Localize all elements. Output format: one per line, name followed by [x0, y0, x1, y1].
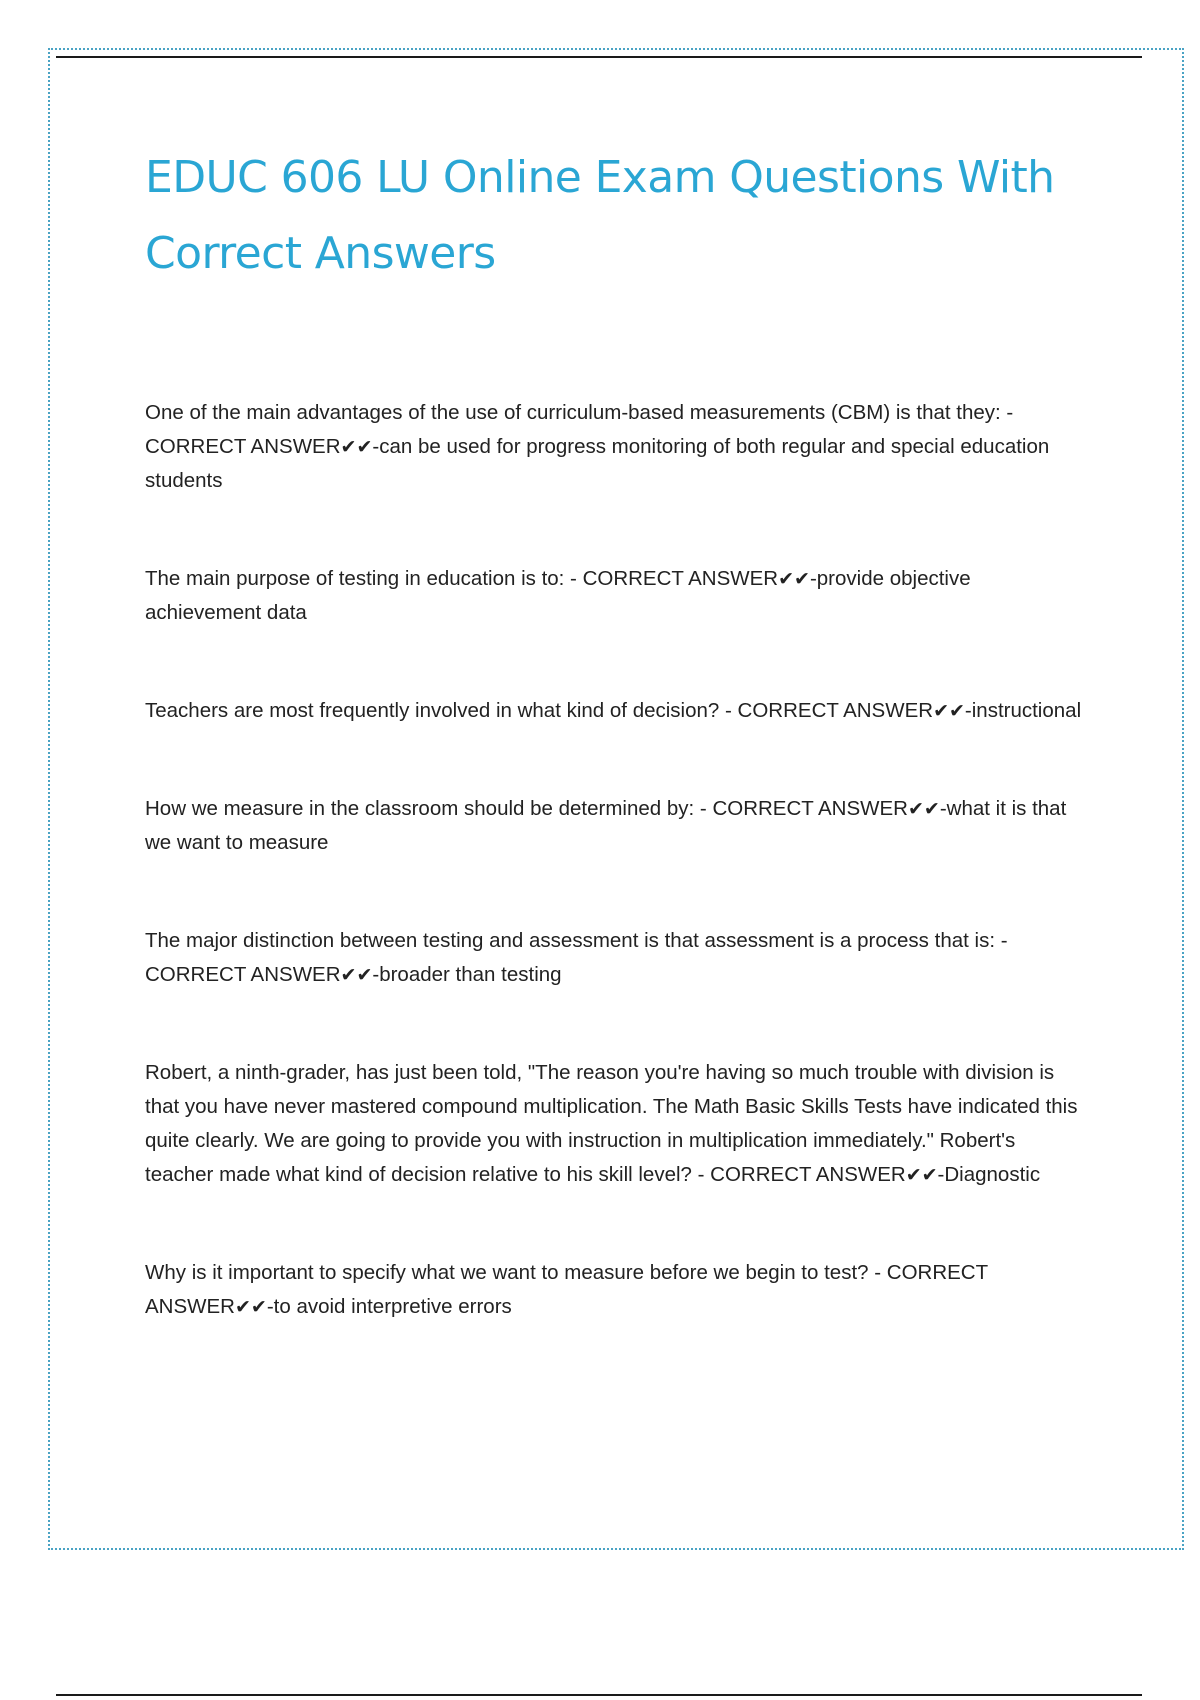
answer-label: CORRECT ANSWER	[737, 699, 934, 722]
qa-item: Why is it important to specify what we want to measure before we begin to test? - CORRECT ANSWER✔✔-to avoid interpretive errors	[145, 1261, 988, 1318]
double-checkmark-icon: ✔✔	[933, 700, 965, 722]
qa-item: Robert, a ninth-grader, has just been told, "The reason you're having so much trouble with division is that you have never mastered compound multiplication. The Math Basic Skills Tests have indicated this quite clearly. We are going to provide you with instruction in multiplication immediately." Robert's teacher made what kind of decision relative to his skill level? - CORRECT ANSWER✔✔-Diagnostic	[145, 1061, 1078, 1186]
answer-label: CORRECT ANSWER	[145, 435, 341, 458]
qa-item: The main purpose of testing in education is to: - CORRECT ANSWER✔✔-provide objective achievement data	[145, 567, 971, 624]
footer-rule	[56, 1694, 1142, 1696]
double-checkmark-icon: ✔✔	[340, 436, 373, 458]
question-text: The main purpose of testing in education is to:	[145, 567, 565, 590]
answer-text: can be used for progress monitoring of both regular and special education students	[145, 435, 1050, 492]
answer-text: what it is that we want to measure	[145, 797, 1067, 854]
qa-item: One of the main advantages of the use of curriculum-based measurements (CBM) is that they: - CORRECT ANSWER✔✔-can be used for progress monitoring of both regular and special education students	[145, 401, 1050, 492]
answer-label: CORRECT ANSWER	[145, 963, 341, 986]
double-checkmark-icon: ✔✔	[778, 568, 810, 590]
answer-label: CORRECT ANSWER	[712, 797, 908, 820]
question-text: The major distinction between testing and assessment is that assessment is a process that is:	[145, 929, 996, 952]
double-checkmark-icon: ✔✔	[340, 964, 373, 986]
qa-item: How we measure in the classroom should be determined by: - CORRECT ANSWER✔✔-what it is that we want to measure	[145, 797, 1067, 854]
qa-item: The major distinction between testing and assessment is that assessment is a process that is: - CORRECT ANSWER✔✔-broader than testing	[145, 929, 1008, 986]
answer-label: CORRECT ANSWER	[145, 1261, 988, 1318]
answer-label: CORRECT ANSWER	[582, 567, 779, 590]
answer-label: CORRECT ANSWER	[710, 1163, 906, 1186]
question-text: Robert, a ninth-grader, has just been told, "The reason you're having so much trouble with division is that you have never mastered compound multiplication. The Math Basic Skills Tests have indicated this quite clearly. We are going to provide you with instruction in multiplication immediately." Robert's teacher made what kind of decision relative to his skill level?	[145, 1061, 1078, 1186]
answer-text: broader than testing	[379, 963, 562, 986]
double-checkmark-icon: ✔✔	[907, 798, 940, 820]
header-rule	[56, 56, 1142, 58]
answer-text: instructional	[971, 699, 1082, 722]
double-checkmark-icon: ✔✔	[905, 1164, 938, 1186]
question-text: Why is it important to specify what we want to measure before we begin to test?	[145, 1261, 869, 1284]
answer-text: Diagnostic	[944, 1163, 1041, 1186]
question-text: Teachers are most frequently involved in what kind of decision?	[145, 699, 720, 722]
answer-text: provide objective achievement data	[145, 567, 971, 624]
document-title: EDUC 606 LU Online Exam Questions With Correct Answers	[145, 152, 1055, 279]
double-checkmark-icon: ✔✔	[234, 1296, 267, 1318]
qa-list	[145, 396, 1085, 1388]
qa-item: Teachers are most frequently involved in what kind of decision? - CORRECT ANSWER✔✔-instructional	[145, 699, 1082, 722]
question-text: How we measure in the classroom should be determined by:	[145, 797, 695, 820]
question-text: One of the main advantages of the use of curriculum-based measurements (CBM) is that they:	[145, 401, 1001, 424]
answer-text: to avoid interpretive errors	[273, 1295, 512, 1318]
